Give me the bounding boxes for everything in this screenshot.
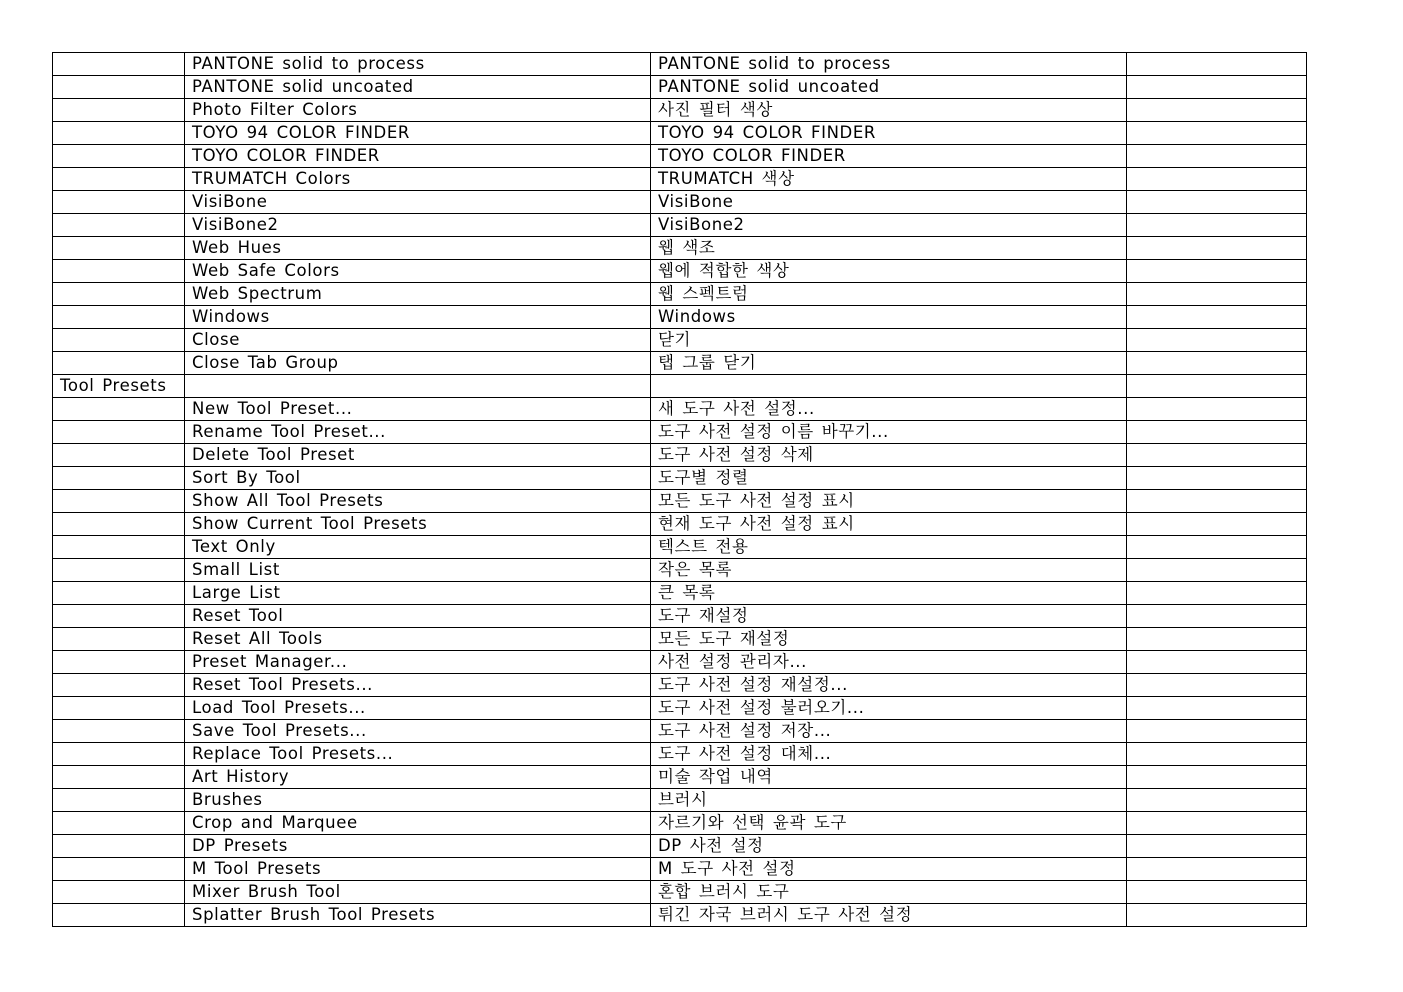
section-cell xyxy=(53,283,185,306)
translation-cell: TRUMATCH 색상 xyxy=(651,168,1127,191)
translation-cell: 모든 도구 사전 설정 표시 xyxy=(651,490,1127,513)
note-cell xyxy=(1127,145,1307,168)
section-cell xyxy=(53,789,185,812)
section-cell xyxy=(53,651,185,674)
table-row xyxy=(53,329,1307,352)
source-term-cell: VisiBone2 xyxy=(185,214,651,237)
table-row xyxy=(53,352,1307,375)
source-term-cell: Photo Filter Colors xyxy=(185,99,651,122)
source-term-cell: Mixer Brush Tool xyxy=(185,881,651,904)
translation-cell: VisiBone2 xyxy=(651,214,1127,237)
note-cell xyxy=(1127,835,1307,858)
table-row xyxy=(53,467,1307,490)
source-term-cell: Show Current Tool Presets xyxy=(185,513,651,536)
table-row xyxy=(53,53,1307,76)
table-row xyxy=(53,674,1307,697)
table-row xyxy=(53,904,1307,927)
table-row xyxy=(53,881,1307,904)
note-cell xyxy=(1127,536,1307,559)
section-cell xyxy=(53,536,185,559)
table-row xyxy=(53,237,1307,260)
translation-cell: 튀긴 자국 브러시 도구 사전 설정 xyxy=(651,904,1127,927)
translation-cell: 사전 설정 관리자... xyxy=(651,651,1127,674)
translation-cell: 혼합 브러시 도구 xyxy=(651,881,1127,904)
source-term-cell: DP Presets xyxy=(185,835,651,858)
source-term-cell: Splatter Brush Tool Presets xyxy=(185,904,651,927)
translation-cell: PANTONE solid to process xyxy=(651,53,1127,76)
section-cell: Tool Presets xyxy=(53,375,185,398)
note-cell xyxy=(1127,559,1307,582)
translation-cell: PANTONE solid uncoated xyxy=(651,76,1127,99)
note-cell xyxy=(1127,214,1307,237)
section-cell xyxy=(53,697,185,720)
table-row xyxy=(53,76,1307,99)
table-row xyxy=(53,789,1307,812)
note-cell xyxy=(1127,743,1307,766)
section-cell xyxy=(53,904,185,927)
table-row xyxy=(53,513,1307,536)
section-cell xyxy=(53,743,185,766)
source-term-cell: Save Tool Presets... xyxy=(185,720,651,743)
section-cell xyxy=(53,306,185,329)
translation-cell: 웹에 적합한 색상 xyxy=(651,260,1127,283)
translation-cell: 모든 도구 재설정 xyxy=(651,628,1127,651)
translation-cell: 도구 사전 설정 저장... xyxy=(651,720,1127,743)
source-term-cell: Crop and Marquee xyxy=(185,812,651,835)
table-row xyxy=(53,145,1307,168)
translation-cell: 도구 사전 설정 대체... xyxy=(651,743,1127,766)
source-term-cell: Web Safe Colors xyxy=(185,260,651,283)
translation-cell: 자르기와 선택 윤곽 도구 xyxy=(651,812,1127,835)
table-row xyxy=(53,375,1307,398)
source-term-cell: New Tool Preset... xyxy=(185,398,651,421)
note-cell xyxy=(1127,812,1307,835)
note-cell xyxy=(1127,904,1307,927)
source-term-cell: Close Tab Group xyxy=(185,352,651,375)
translation-cell: TOYO COLOR FINDER xyxy=(651,145,1127,168)
translation-cell: DP 사전 설정 xyxy=(651,835,1127,858)
note-cell xyxy=(1127,651,1307,674)
table-row xyxy=(53,697,1307,720)
table-row xyxy=(53,421,1307,444)
note-cell xyxy=(1127,122,1307,145)
translation-table xyxy=(52,52,1307,927)
source-term-cell: Delete Tool Preset xyxy=(185,444,651,467)
source-term-cell: Sort By Tool xyxy=(185,467,651,490)
source-term-cell: Reset Tool Presets... xyxy=(185,674,651,697)
section-cell xyxy=(53,812,185,835)
translation-cell: 웹 스펙트럼 xyxy=(651,283,1127,306)
section-cell xyxy=(53,329,185,352)
section-cell xyxy=(53,559,185,582)
translation-cell: 도구별 정렬 xyxy=(651,467,1127,490)
note-cell xyxy=(1127,191,1307,214)
section-cell xyxy=(53,674,185,697)
section-cell xyxy=(53,53,185,76)
source-term-cell: M Tool Presets xyxy=(185,858,651,881)
translation-cell xyxy=(651,375,1127,398)
translation-cell: 작은 목록 xyxy=(651,559,1127,582)
note-cell xyxy=(1127,605,1307,628)
note-cell xyxy=(1127,513,1307,536)
section-cell xyxy=(53,628,185,651)
source-term-cell: Text Only xyxy=(185,536,651,559)
source-term-cell xyxy=(185,375,651,398)
translation-cell: 도구 사전 설정 삭제 xyxy=(651,444,1127,467)
note-cell xyxy=(1127,467,1307,490)
translation-cell: 사진 필터 색상 xyxy=(651,99,1127,122)
source-term-cell: TOYO 94 COLOR FINDER xyxy=(185,122,651,145)
table-row xyxy=(53,99,1307,122)
table-row xyxy=(53,306,1307,329)
table-row xyxy=(53,743,1307,766)
note-cell xyxy=(1127,53,1307,76)
table-row xyxy=(53,214,1307,237)
source-term-cell: PANTONE solid to process xyxy=(185,53,651,76)
note-cell xyxy=(1127,99,1307,122)
section-cell xyxy=(53,237,185,260)
note-cell xyxy=(1127,76,1307,99)
section-cell xyxy=(53,99,185,122)
table-body xyxy=(53,53,1307,927)
note-cell xyxy=(1127,398,1307,421)
source-term-cell: Reset All Tools xyxy=(185,628,651,651)
translation-cell: 미술 작업 내역 xyxy=(651,766,1127,789)
note-cell xyxy=(1127,720,1307,743)
note-cell xyxy=(1127,375,1307,398)
note-cell xyxy=(1127,628,1307,651)
section-cell xyxy=(53,260,185,283)
translation-cell: 도구 사전 설정 불러오기... xyxy=(651,697,1127,720)
translation-cell: 현재 도구 사전 설정 표시 xyxy=(651,513,1127,536)
table-row xyxy=(53,605,1307,628)
translation-cell: VisiBone xyxy=(651,191,1127,214)
note-cell xyxy=(1127,260,1307,283)
table-row xyxy=(53,766,1307,789)
section-cell xyxy=(53,467,185,490)
table-row xyxy=(53,858,1307,881)
note-cell xyxy=(1127,697,1307,720)
table-row xyxy=(53,260,1307,283)
section-cell xyxy=(53,168,185,191)
table-row xyxy=(53,490,1307,513)
table-row xyxy=(53,582,1307,605)
note-cell xyxy=(1127,168,1307,191)
source-term-cell: Small List xyxy=(185,559,651,582)
section-cell xyxy=(53,421,185,444)
source-term-cell: VisiBone xyxy=(185,191,651,214)
table-row xyxy=(53,122,1307,145)
note-cell xyxy=(1127,421,1307,444)
translation-cell: 새 도구 사전 설정... xyxy=(651,398,1127,421)
note-cell xyxy=(1127,329,1307,352)
source-term-cell: Show All Tool Presets xyxy=(185,490,651,513)
translation-cell: 큰 목록 xyxy=(651,582,1127,605)
section-cell xyxy=(53,720,185,743)
section-cell xyxy=(53,858,185,881)
section-cell xyxy=(53,398,185,421)
section-cell xyxy=(53,605,185,628)
source-term-cell: Close xyxy=(185,329,651,352)
table-row xyxy=(53,398,1307,421)
source-term-cell: Brushes xyxy=(185,789,651,812)
translation-cell: 도구 사전 설정 이름 바꾸기... xyxy=(651,421,1127,444)
note-cell xyxy=(1127,352,1307,375)
translation-cell: 텍스트 전용 xyxy=(651,536,1127,559)
section-cell xyxy=(53,122,185,145)
note-cell xyxy=(1127,674,1307,697)
table-row xyxy=(53,628,1307,651)
note-cell xyxy=(1127,881,1307,904)
table-row xyxy=(53,444,1307,467)
source-term-cell: PANTONE solid uncoated xyxy=(185,76,651,99)
translation-cell: 도구 재설정 xyxy=(651,605,1127,628)
note-cell xyxy=(1127,283,1307,306)
translation-cell: TOYO 94 COLOR FINDER xyxy=(651,122,1127,145)
translation-cell: 웹 색조 xyxy=(651,237,1127,260)
note-cell xyxy=(1127,306,1307,329)
source-term-cell: Replace Tool Presets... xyxy=(185,743,651,766)
table-row xyxy=(53,812,1307,835)
table-row xyxy=(53,835,1307,858)
translation-cell: 닫기 xyxy=(651,329,1127,352)
source-term-cell: Web Spectrum xyxy=(185,283,651,306)
note-cell xyxy=(1127,237,1307,260)
table-row xyxy=(53,191,1307,214)
translation-cell: 브러시 xyxy=(651,789,1127,812)
source-term-cell: Load Tool Presets... xyxy=(185,697,651,720)
translation-cell: 도구 사전 설정 재설정... xyxy=(651,674,1127,697)
translation-table-page xyxy=(52,52,1307,927)
table-row xyxy=(53,651,1307,674)
translation-cell: M 도구 사전 설정 xyxy=(651,858,1127,881)
section-cell xyxy=(53,835,185,858)
note-cell xyxy=(1127,766,1307,789)
source-term-cell: Web Hues xyxy=(185,237,651,260)
table-row xyxy=(53,283,1307,306)
note-cell xyxy=(1127,444,1307,467)
table-row xyxy=(53,536,1307,559)
table-row xyxy=(53,559,1307,582)
section-cell xyxy=(53,444,185,467)
note-cell xyxy=(1127,789,1307,812)
source-term-cell: TRUMATCH Colors xyxy=(185,168,651,191)
section-cell xyxy=(53,145,185,168)
section-cell xyxy=(53,490,185,513)
section-cell xyxy=(53,513,185,536)
section-cell xyxy=(53,214,185,237)
section-cell xyxy=(53,766,185,789)
source-term-cell: Large List xyxy=(185,582,651,605)
translation-cell: Windows xyxy=(651,306,1127,329)
source-term-cell: Reset Tool xyxy=(185,605,651,628)
section-cell xyxy=(53,352,185,375)
note-cell xyxy=(1127,858,1307,881)
table-row xyxy=(53,720,1307,743)
note-cell xyxy=(1127,582,1307,605)
source-term-cell: Windows xyxy=(185,306,651,329)
section-cell xyxy=(53,191,185,214)
source-term-cell: Preset Manager... xyxy=(185,651,651,674)
translation-cell: 탭 그룹 닫기 xyxy=(651,352,1127,375)
table-row xyxy=(53,168,1307,191)
source-term-cell: Rename Tool Preset... xyxy=(185,421,651,444)
source-term-cell: TOYO COLOR FINDER xyxy=(185,145,651,168)
section-cell xyxy=(53,582,185,605)
note-cell xyxy=(1127,490,1307,513)
section-cell xyxy=(53,881,185,904)
section-cell xyxy=(53,76,185,99)
source-term-cell: Art History xyxy=(185,766,651,789)
